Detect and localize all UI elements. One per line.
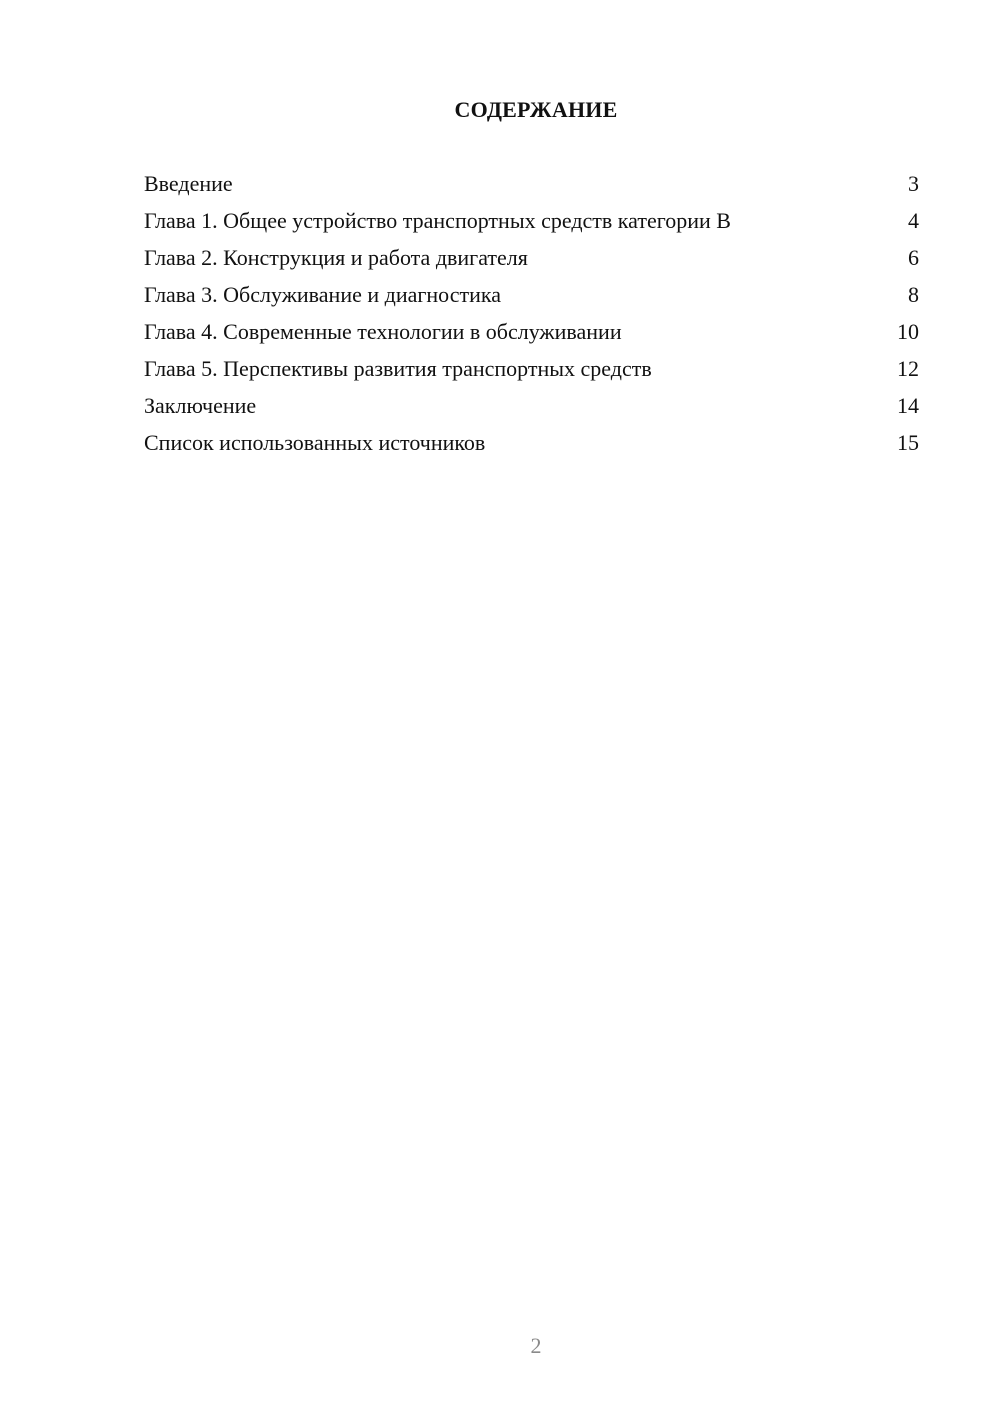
toc-entry-title: Глава 2. Конструкция и работа двигателя [144, 245, 528, 270]
toc-entry-title: Глава 3. Обслуживание и диагностика [144, 282, 501, 307]
toc-entry-page: 6 [908, 245, 919, 270]
toc-entry-chapter-3 [144, 279, 919, 316]
toc-entry-title: Введение [144, 171, 233, 196]
toc-entry-introduction [144, 168, 919, 205]
toc-entry-page: 3 [908, 171, 919, 196]
toc-entry-title: Заключение [144, 393, 257, 418]
toc-entry-page: 14 [897, 393, 919, 418]
toc-entry-conclusion [144, 390, 919, 427]
toc-heading: СОДЕРЖАНИЕ [454, 97, 618, 122]
table-of-contents [144, 168, 919, 464]
toc-entry-title: Список использованных источников [144, 430, 486, 455]
toc-entry-page: 10 [897, 319, 919, 344]
toc-entry-page: 4 [908, 208, 919, 233]
toc-entry-title: Глава 4. Современные технологии в обслуживании [144, 319, 622, 344]
toc-entry-page: 12 [897, 356, 919, 381]
toc-entry-title: Глава 1. Общее устройство транспортных средств категории B [144, 208, 731, 233]
toc-entry-chapter-4 [144, 316, 919, 353]
toc-entry-page: 8 [908, 282, 919, 307]
toc-entry-chapter-2 [144, 242, 919, 279]
toc-entry-page: 15 [897, 430, 919, 455]
toc-entry-chapter-5 [144, 353, 919, 390]
page-number: 2 [530, 1333, 542, 1358]
toc-entry-references [144, 427, 919, 464]
toc-entry-title: Глава 5. Перспективы развития транспортных средств [144, 356, 652, 381]
toc-entry-chapter-1 [144, 205, 919, 242]
